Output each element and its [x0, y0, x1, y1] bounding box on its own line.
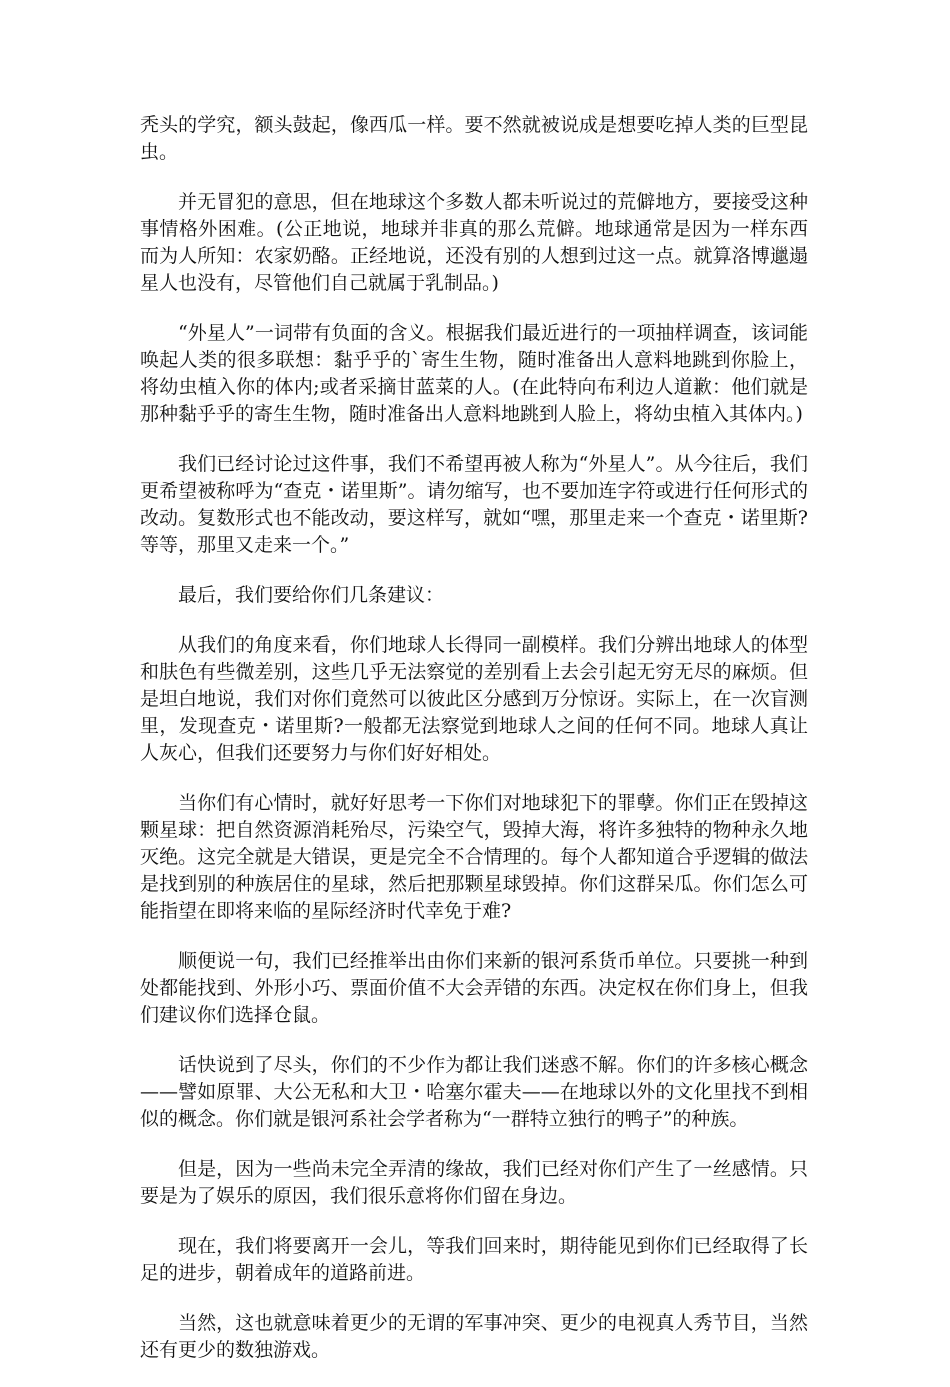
- paragraph-8: 顺便说一句，我们已经推举出由你们来新的银河系货币单位。只要挑一种到处都能找到、外形小巧、票面价值不大会弄错的东西。决定权在你们身上，但我们建议你们选择仓鼠。: [140, 950, 808, 1026]
- paragraph-11: 现在，我们将要离开一会儿，等我们回来时，期待能见到你们已经取得了长足的进步，朝着成年的道路前进。: [140, 1235, 808, 1284]
- paragraph-6: 从我们的角度来看，你们地球人长得同一副模样。我们分辨出地球人的体型和肤色有些微差别，这些几乎无法察觉的差别看上去会引起无穷无尽的麻烦。但是坦白地说，我们对你们竟然可以彼此区分感到万分惊讶。实际上，在一次盲测里，发现查克・诺里斯?一般都无法察觉到地球人之间的任何不同。地球人真让人灰心，但我们还要努力与你们好好相处。: [140, 634, 808, 764]
- paragraph-5: 最后，我们要给你们几条建议：: [178, 584, 445, 606]
- paragraph-1: 秃头的学究，额头鼓起，像西瓜一样。要不然就被说成是想要吃掉人类的巨型昆虫。: [140, 114, 808, 163]
- paragraph-3: “外星人”一词带有负面的含义。根据我们最近进行的一项抽样调查，该词能唤起人类的很多联想：黏乎乎的`寄生生物，随时准备出人意料地跳到你脸上，将幼虫植入你的体内;或者采摘甘蓝菜的人。(在此特向布利边人道歉：他们就是那种黏乎乎的寄生生物，随时准备出人意料地跳到人脸上，将幼虫植入其体内。): [140, 322, 808, 425]
- paragraph-12: 当然，这也就意味着更少的无谓的军事冲突、更少的电视真人秀节目，当然还有更少的数独游戏。: [140, 1312, 808, 1361]
- paragraph-10: 但是，因为一些尚未完全弄清的缘故，我们已经对你们产生了一丝感情。只要是为了娱乐的原因，我们很乐意将你们留在身边。: [140, 1158, 808, 1207]
- paragraph-4: 我们已经讨论过这件事，我们不希望再被人称为“外星人”。从今往后，我们更希望被称呼为“查克・诺里斯”。请勿缩写，也不要加连字符或进行任何形式的改动。复数形式也不能改动，要这样写，就如“嘿，那里走来一个查克・诺里斯?等等，那里又走来一个。”: [140, 453, 808, 556]
- paragraph-2: 并无冒犯的意思，但在地球这个多数人都未听说过的荒僻地方，要接受这种事情格外困难。(公正地说，地球并非真的那么荒僻。地球通常是因为一样东西而为人所知：农家奶酪。正经地说，还没有别的人想到过这一点。就算洛博邋遢星人也没有，尽管他们自己就属于乳制品。): [140, 191, 808, 294]
- paragraph-9: 话快说到了尽头，你们的不少作为都让我们迷惑不解。你们的许多核心概念——譬如原罪、大公无私和大卫・哈塞尔霍夫——在地球以外的文化里找不到相似的概念。你们就是银河系社会学者称为“一群特立独行的鸭子”的种族。: [140, 1054, 808, 1130]
- paragraph-7: 当你们有心情时，就好好思考一下你们对地球犯下的罪孽。你们正在毁掉这颗星球：把自然资源消耗殆尽，污染空气，毁掉大海，将许多独特的物种永久地灭绝。这完全就是大错误，更是完全不合情理的。每个人都知道合乎逻辑的做法是找到别的种族居住的星球，然后把那颗星球毁掉。你们这群呆瓜。你们怎么可能指望在即将来临的星际经济时代幸免于难?: [140, 792, 808, 922]
- document-page: [140, 112, 808, 1387]
